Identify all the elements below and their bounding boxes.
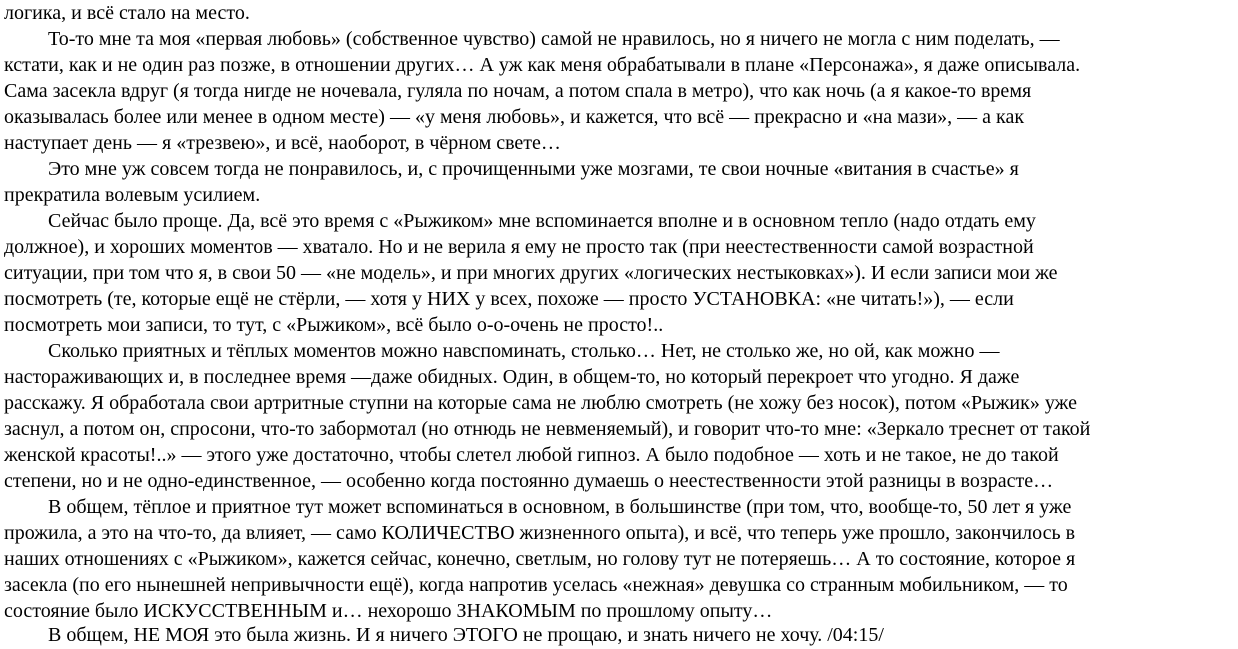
text-line: настораживающих и, в последнее время —даже обидных. Один, в общем-то, но который перекроет что угодно. Я даже bbox=[4, 366, 1020, 388]
text-line: кстати, как и не один раз позже, в отношении других… А уж как меня обрабатывали в плане «Персонажа», я даже описывала. bbox=[4, 54, 1081, 76]
text-line: посмотреть мои записи, то тут, с «Рыжиком», всё было о-о-очень не просто!.. bbox=[4, 314, 664, 336]
text-line: Сама засекла вдруг (я тогда нигде не ночевала, гуляла по ночам, а потом спала в метро), что как ночь (а я какое-то время bbox=[4, 80, 1032, 102]
text-line: расскажу. Я обработала свои артритные ступни на которые сама не люблю смотреть (не хожу без носок), потом «Рыжик» уже bbox=[4, 392, 1077, 414]
text-line: прекратила волевым усилием. bbox=[4, 184, 261, 206]
paragraph-first-line: В общем, НЕ МОЯ это была жизнь. И я ничего ЭТОГО не прощаю, и знать ничего не хочу. /04:15/ bbox=[48, 624, 884, 646]
text-line: наступает день — я «трезвею», и всё, наоборот, в чёрном свете… bbox=[4, 132, 561, 154]
text-line: оказывалась более или менее в одном месте) — «у меня любовь», и кажется, что всё — прекрасно и «на мази», — а как bbox=[4, 106, 1025, 128]
text-line: степени, но и не одно-единственное, — особенно когда постоянно думаешь о неестественности этой разницы в возрасте… bbox=[4, 470, 1054, 492]
text-line: заснул, а потом он, спросони, что-то забормотал (но отнюдь не невменяемый), и говорит что-то мне: «Зеркало треснет от такой bbox=[4, 418, 1091, 440]
text-line: состояние было ИСКУССТВЕННЫМ и… нехорошо ЗНАКОМЫМ по прошлому опыту… bbox=[4, 600, 773, 622]
text-line: женской красоты!..» — этого уже достаточно, чтобы слетел любой гипноз. А было подобное — хоть и не такое, не до такой bbox=[4, 444, 1059, 466]
paragraph-first-line: Это мне уж совсем тогда не понравилось, и, с прочищенными уже мозгами, те свои ночные «витания в счастье» я bbox=[48, 158, 1019, 180]
paragraph-first-line: То-то мне та моя «первая любовь» (собственное чувство) самой не нравилось, но я ничего не могла с ним поделать, — bbox=[48, 28, 1060, 50]
text-line: ситуации, при том что я, в свои 50 — «не модель», и при многих других «логических нестыковках»). И если записи мои же bbox=[4, 262, 1058, 284]
paragraph-first-line: В общем, тёплое и приятное тут может вспоминаться в основном, в большинстве (при том, что, вообще-то, 50 лет я уже bbox=[48, 496, 1072, 518]
text-line: прожила, а это на что-то, да влияет, — само КОЛИЧЕСТВО жизненного опыта), и всё, что теперь уже прошло, закончилось в bbox=[4, 522, 1076, 544]
text-line: логика, и всё стало на место. bbox=[4, 2, 250, 24]
paragraph-first-line: Сейчас было проще. Да, всё это время с «Рыжиком» мне вспоминается вполне и в основном тепло (надо отдать ему bbox=[48, 210, 1036, 232]
paragraph-first-line: Сколько приятных и тёплых моментов можно навспоминать, столько… Нет, не столько же, но ой, как можно — bbox=[48, 340, 1000, 362]
text-line: засекла (по его нынешней непривычности ещё), когда напротив уселась «нежная» девушка со странным мобильником, — то bbox=[4, 574, 1068, 596]
text-line: должное), и хороших моментов — хватало. Но и не верила я ему не просто так (при неестественности самой возрастной bbox=[4, 236, 1034, 258]
text-line: наших отношениях с «Рыжиком», кажется сейчас, конечно, светлым, но голову тут не потеряешь… А то состояние, которое я bbox=[4, 548, 1076, 570]
text-line: посмотреть (те, которые ещё не стёрли, — хотя у НИХ у всех, похоже — просто УСТАНОВКА: «не читать!»), — если bbox=[4, 288, 1014, 310]
